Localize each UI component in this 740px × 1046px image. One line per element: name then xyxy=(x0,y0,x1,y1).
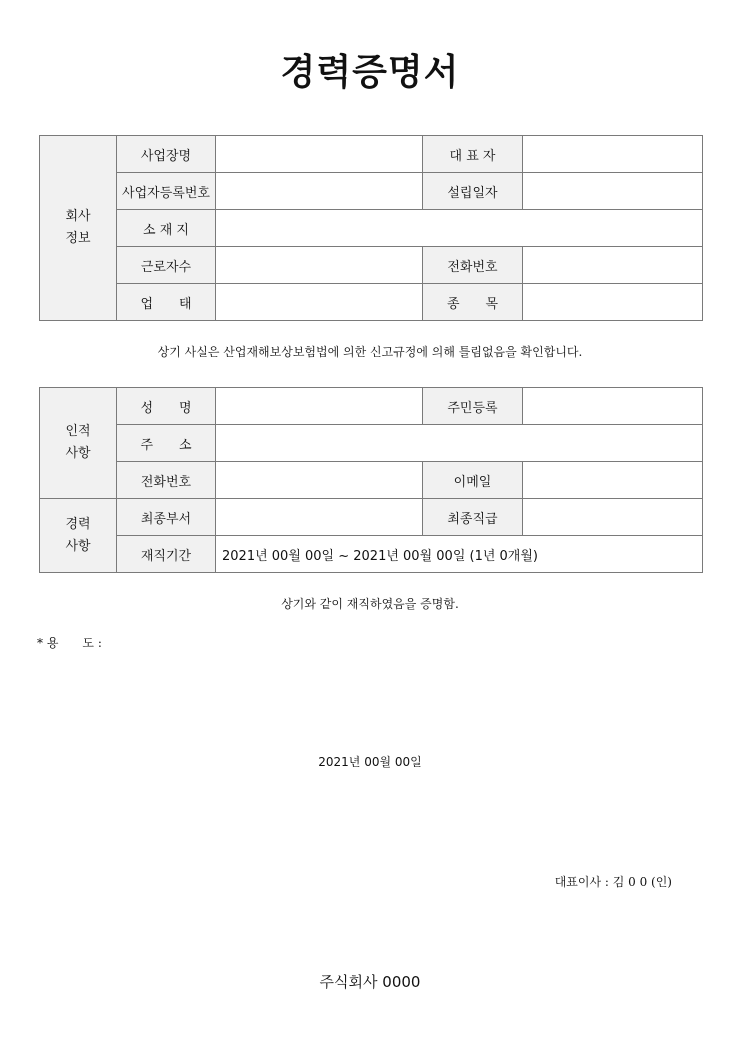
business-name-field[interactable] xyxy=(216,136,423,173)
period-field[interactable]: 2021년 00월 00일 ~ 2021년 00월 00일 (1년 0개월) xyxy=(216,536,703,573)
department-label: 최종부서 xyxy=(117,499,216,536)
position-field[interactable] xyxy=(523,499,703,536)
location-label: 소 재 지 xyxy=(117,210,216,247)
employees-field[interactable] xyxy=(216,247,423,284)
registration-no-field[interactable] xyxy=(216,173,423,210)
company-name: 주식회사 0000 xyxy=(319,973,421,991)
confirmation-note: 상기 사실은 산업재해보상보험법에 의한 신고규정에 의해 틀림없음을 확인합니다. xyxy=(157,345,583,359)
personal-phone-field[interactable] xyxy=(216,462,423,499)
email-label: 이메일 xyxy=(423,462,523,499)
issue-date: 2021년 00월 00일 xyxy=(318,755,422,769)
personal-category: 인적 사항 xyxy=(40,388,117,499)
email-field[interactable] xyxy=(523,462,703,499)
business-name-label: 사업장명 xyxy=(117,136,216,173)
period-label: 재직기간 xyxy=(117,536,216,573)
resident-no-field[interactable] xyxy=(523,388,703,425)
company-phone-field[interactable] xyxy=(523,247,703,284)
career-category: 경력 사항 xyxy=(40,499,117,573)
purpose-line: * 용 도 : xyxy=(37,636,102,650)
representative-signature: 대표이사 : 김 0 0 (인) xyxy=(554,875,672,889)
position-label: 최종직급 xyxy=(423,499,523,536)
company-info-category: 회사 정보 xyxy=(40,136,117,321)
address-label: 주 소 xyxy=(117,425,216,462)
business-type-label: 업 태 xyxy=(117,284,216,321)
department-field[interactable] xyxy=(216,499,423,536)
item-field[interactable] xyxy=(523,284,703,321)
business-type-field[interactable] xyxy=(216,284,423,321)
certification-note: 상기와 같이 재직하였음을 증명함. xyxy=(281,597,459,611)
item-label: 종 목 xyxy=(423,284,523,321)
established-label: 설립일자 xyxy=(423,173,523,210)
address-field[interactable] xyxy=(216,425,703,462)
company-info-table xyxy=(39,135,703,321)
location-field[interactable] xyxy=(216,210,703,247)
document-title: 경력증명서 xyxy=(280,51,460,93)
personal-phone-label: 전화번호 xyxy=(117,462,216,499)
established-field[interactable] xyxy=(523,173,703,210)
representative-label: 대 표 자 xyxy=(423,136,523,173)
resident-no-label: 주민등록 xyxy=(423,388,523,425)
representative-field[interactable] xyxy=(523,136,703,173)
employees-label: 근로자수 xyxy=(117,247,216,284)
name-label: 성 명 xyxy=(117,388,216,425)
registration-no-label: 사업자등록번호 xyxy=(117,173,216,210)
personal-career-table xyxy=(39,387,703,573)
company-phone-label: 전화번호 xyxy=(423,247,523,284)
name-field[interactable] xyxy=(216,388,423,425)
